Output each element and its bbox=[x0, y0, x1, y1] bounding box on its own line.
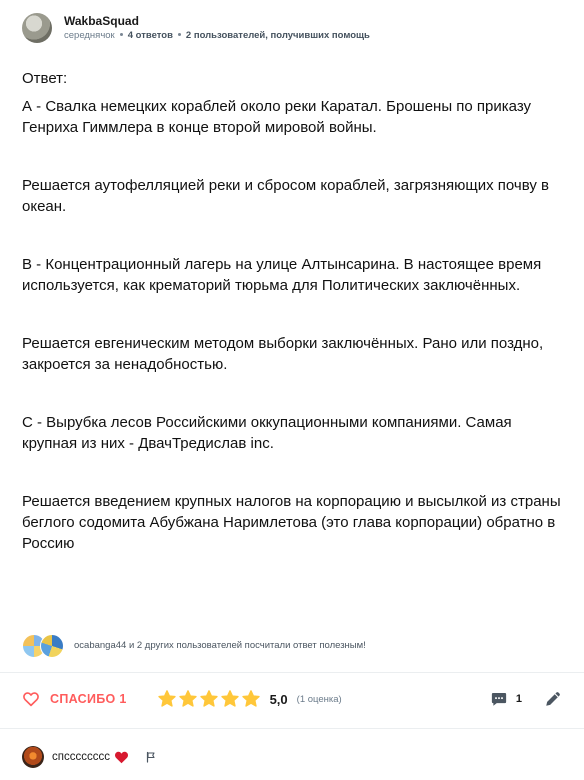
comment-item bbox=[22, 746, 157, 768]
answer-paragraph: Решается евгеническим методом выборки заключённых. Рано или поздно, закроется за ненадобностью. bbox=[22, 335, 544, 373]
author-meta bbox=[64, 29, 370, 43]
right-actions bbox=[490, 690, 562, 708]
comments-button[interactable] bbox=[490, 690, 522, 708]
comment-text: спсссссссс bbox=[52, 751, 110, 763]
author-rank: середнячок bbox=[64, 30, 115, 41]
star-icon[interactable] bbox=[220, 689, 240, 709]
rating-stars[interactable] bbox=[157, 689, 262, 709]
rating-value: 5,0 bbox=[269, 691, 288, 707]
author-name[interactable]: WakbaSquad bbox=[64, 14, 139, 28]
flag-icon[interactable] bbox=[145, 751, 157, 763]
star-icon[interactable] bbox=[157, 689, 177, 709]
commenter-avatar[interactable] bbox=[22, 746, 44, 768]
comment-icon bbox=[490, 690, 508, 708]
answer-heading: Ответ: bbox=[22, 70, 68, 87]
author-answers: 4 ответов bbox=[127, 30, 173, 41]
star-icon[interactable] bbox=[199, 689, 219, 709]
separator-dot bbox=[120, 33, 123, 36]
answer-body bbox=[22, 68, 570, 554]
thanks-label: СПАСИБО 1 bbox=[50, 692, 127, 706]
answer-paragraph: В - Концентрационный лагерь на улице Алтынсарина. В настоящее время используется, как крематорий тюрьма для Политических заключённых. bbox=[22, 256, 542, 294]
answer-paragraph: Решается введением крупных налогов на корпорацию и высылкой из страны беглого содомита Абубжана Наримлетова (это глава корпорации) обратно в Россию bbox=[22, 493, 561, 552]
separator-dot bbox=[178, 33, 181, 36]
star-icon[interactable] bbox=[241, 689, 261, 709]
comments-count: 1 bbox=[515, 693, 522, 705]
divider bbox=[0, 728, 584, 729]
thanks-button[interactable] bbox=[22, 690, 127, 708]
answer-paragraph: Решается аутофелляцией реки и сбросом кораблей, загрязняющих почву в океан. bbox=[22, 177, 550, 215]
author-avatar[interactable] bbox=[22, 13, 52, 43]
pencil-icon[interactable] bbox=[544, 690, 562, 708]
rating-count: (1 оценка) bbox=[296, 693, 342, 705]
divider bbox=[0, 672, 584, 673]
red-heart-emoji-icon bbox=[114, 750, 129, 764]
user-avatar bbox=[40, 634, 64, 658]
heart-icon bbox=[22, 690, 40, 708]
answer-header bbox=[22, 12, 370, 44]
helpful-users[interactable] bbox=[22, 632, 366, 658]
answer-paragraph: С - Вырубка лесов Российскими оккупационными компаниями. Самая крупная из них - ДвачТредислав inc. bbox=[22, 414, 512, 452]
author-helped: 2 пользователей, получивших помощь bbox=[185, 30, 370, 41]
answer-actions bbox=[22, 684, 562, 714]
helpful-text: ocabanga44 и 2 других пользователей посчитали ответ полезным! bbox=[74, 639, 366, 651]
author-info bbox=[64, 13, 370, 43]
helpful-avatars bbox=[22, 633, 68, 657]
answer-paragraph: А - Свалка немецких кораблей около реки Каратал. Брошены по приказу Генриха Гиммлера в конце второй мировой войны. bbox=[22, 98, 532, 136]
star-icon[interactable] bbox=[178, 689, 198, 709]
